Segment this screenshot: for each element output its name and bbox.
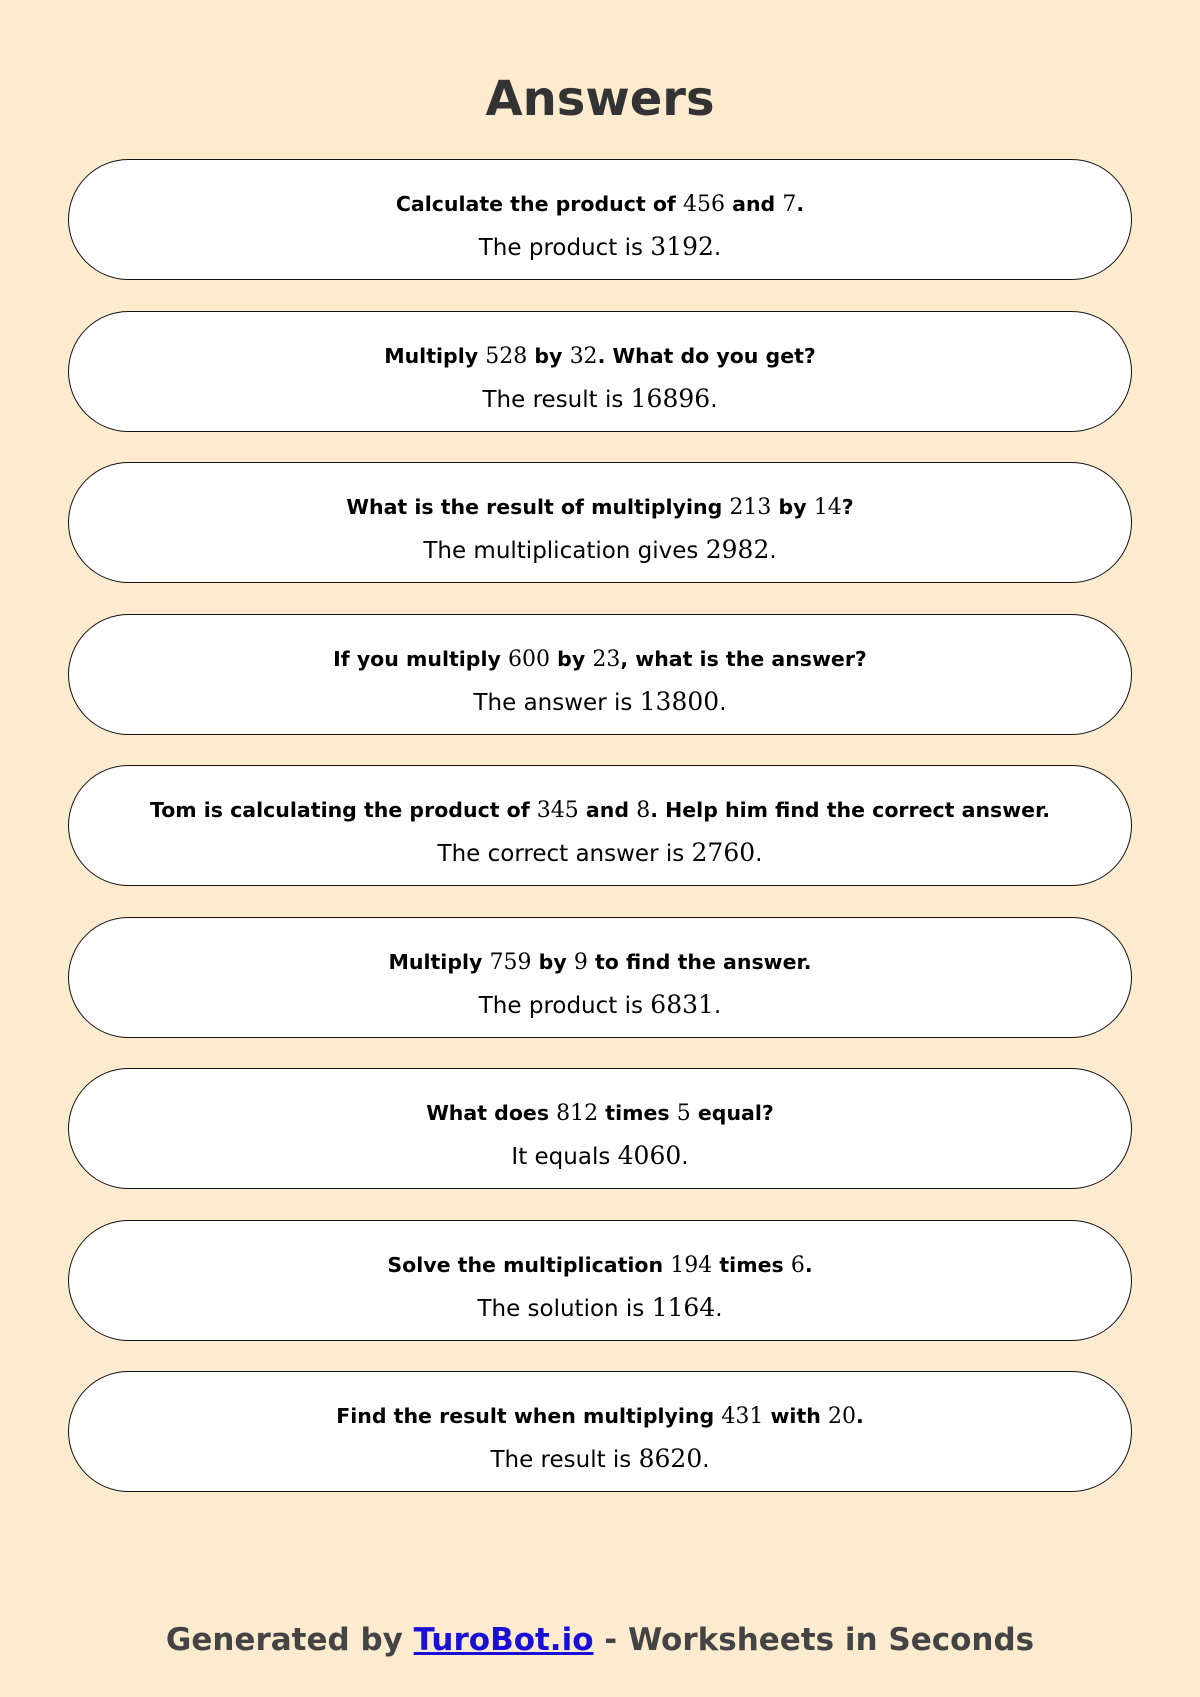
answer-text bbox=[69, 1444, 1131, 1475]
answer-number: 1164 bbox=[651, 1292, 716, 1322]
answer-text: The result is bbox=[482, 386, 631, 413]
answer-card bbox=[68, 917, 1132, 1038]
answer-card bbox=[68, 614, 1132, 735]
question-number: 7 bbox=[782, 192, 797, 217]
answer-card bbox=[68, 462, 1132, 583]
question-text: by bbox=[527, 343, 570, 368]
answer-number: 4060 bbox=[617, 1141, 682, 1170]
question-text bbox=[69, 1402, 1131, 1430]
question-text bbox=[69, 1099, 1131, 1127]
question-number: 5 bbox=[676, 1101, 691, 1126]
question-text: times bbox=[598, 1101, 677, 1125]
answer-text: . bbox=[769, 538, 777, 564]
question-text bbox=[69, 645, 1131, 673]
answer-number: 6831 bbox=[650, 989, 714, 1019]
answer-card bbox=[68, 159, 1132, 280]
question-text: . bbox=[804, 1252, 813, 1277]
question-number: 456 bbox=[682, 192, 725, 217]
question-text: Find the result when multiplying bbox=[336, 1404, 722, 1428]
question-text: . What do you get? bbox=[597, 343, 816, 368]
answer-text: . bbox=[713, 992, 722, 1019]
question-number: 528 bbox=[485, 343, 528, 369]
answer-text: The multiplication gives bbox=[423, 538, 706, 564]
question-text: to find the answer. bbox=[587, 949, 812, 974]
answer-text bbox=[69, 687, 1131, 718]
question-text: What does bbox=[426, 1101, 557, 1125]
question-text: by bbox=[531, 949, 574, 974]
question-number: 6 bbox=[790, 1252, 805, 1278]
question-number: 600 bbox=[508, 646, 551, 672]
answer-text: . bbox=[702, 1447, 710, 1473]
question-text: ? bbox=[841, 495, 854, 519]
answer-text: . bbox=[755, 841, 763, 867]
question-text: with bbox=[763, 1404, 828, 1428]
question-text: What is the result of multiplying bbox=[346, 495, 730, 519]
footer bbox=[0, 1620, 1200, 1660]
answer-card bbox=[68, 1068, 1132, 1189]
answer-number: 2982 bbox=[705, 535, 770, 564]
question-text bbox=[69, 1251, 1131, 1279]
footer-prefix: Generated by bbox=[165, 1622, 414, 1658]
turobot-link[interactable]: TuroBot.io bbox=[413, 1622, 594, 1658]
question-number: 14 bbox=[813, 495, 842, 520]
question-text: Solve the multiplication bbox=[387, 1252, 671, 1277]
answer-text: . bbox=[715, 1295, 723, 1322]
question-text bbox=[69, 342, 1131, 370]
question-text: times bbox=[712, 1252, 791, 1277]
question-text: by bbox=[771, 495, 814, 519]
question-number: 194 bbox=[670, 1252, 713, 1278]
answer-text: It equals bbox=[511, 1144, 618, 1170]
answer-text bbox=[69, 838, 1131, 869]
answer-number: 8620 bbox=[638, 1444, 703, 1473]
answer-text bbox=[69, 535, 1131, 566]
question-text: , what is the answer? bbox=[620, 646, 867, 671]
question-number: 23 bbox=[592, 646, 621, 672]
question-text: and bbox=[724, 192, 783, 216]
answer-card bbox=[68, 1220, 1132, 1341]
answer-text bbox=[69, 1293, 1131, 1324]
question-number: 32 bbox=[569, 343, 598, 369]
answer-number: 2760 bbox=[691, 838, 756, 867]
answer-text: The correct answer is bbox=[437, 841, 692, 867]
question-text: and bbox=[578, 798, 637, 822]
answer-number: 13800 bbox=[639, 686, 720, 716]
answer-text: The solution is bbox=[477, 1295, 652, 1322]
question-text: by bbox=[550, 646, 593, 671]
question-text: Tom is calculating the product of bbox=[149, 798, 537, 822]
answer-number: 3192 bbox=[650, 232, 714, 261]
answer-text bbox=[69, 990, 1131, 1021]
question-text bbox=[69, 948, 1131, 976]
question-number: 8 bbox=[636, 798, 651, 823]
answer-text: . bbox=[713, 235, 722, 261]
question-text: Multiply bbox=[388, 949, 490, 974]
question-text: equal? bbox=[690, 1101, 774, 1125]
question-number: 812 bbox=[556, 1101, 599, 1126]
answer-text bbox=[69, 384, 1131, 415]
question-text bbox=[69, 493, 1131, 521]
answer-text: The product is bbox=[478, 992, 651, 1019]
question-text: Calculate the product of bbox=[395, 192, 683, 216]
answer-list bbox=[68, 159, 1132, 1523]
question-text: Multiply bbox=[384, 343, 486, 368]
question-text bbox=[69, 190, 1131, 218]
footer-suffix: - Worksheets in Seconds bbox=[593, 1622, 1035, 1658]
question-text: If you multiply bbox=[333, 646, 509, 671]
question-text: . bbox=[796, 192, 805, 216]
answer-text: . bbox=[681, 1144, 689, 1170]
question-text: . bbox=[855, 1404, 864, 1428]
answer-card bbox=[68, 765, 1132, 886]
question-text bbox=[69, 796, 1131, 824]
page-title: Answers bbox=[485, 71, 715, 127]
question-number: 9 bbox=[573, 949, 588, 975]
answer-text: The product is bbox=[478, 235, 651, 261]
answer-card bbox=[68, 1371, 1132, 1492]
answer-text: . bbox=[719, 689, 727, 716]
answer-card bbox=[68, 311, 1132, 432]
answer-text: The result is bbox=[490, 1447, 639, 1473]
answer-text bbox=[69, 232, 1131, 263]
question-number: 759 bbox=[489, 949, 532, 975]
question-number: 213 bbox=[729, 495, 772, 520]
answer-number: 16896 bbox=[630, 383, 711, 413]
question-number: 20 bbox=[827, 1404, 856, 1429]
answer-text: The answer is bbox=[473, 689, 640, 716]
question-text: . Help him find the correct answer. bbox=[650, 798, 1051, 822]
answer-text bbox=[69, 1141, 1131, 1172]
question-number: 345 bbox=[536, 798, 579, 823]
question-number: 431 bbox=[721, 1404, 764, 1429]
answer-text: . bbox=[710, 386, 718, 413]
